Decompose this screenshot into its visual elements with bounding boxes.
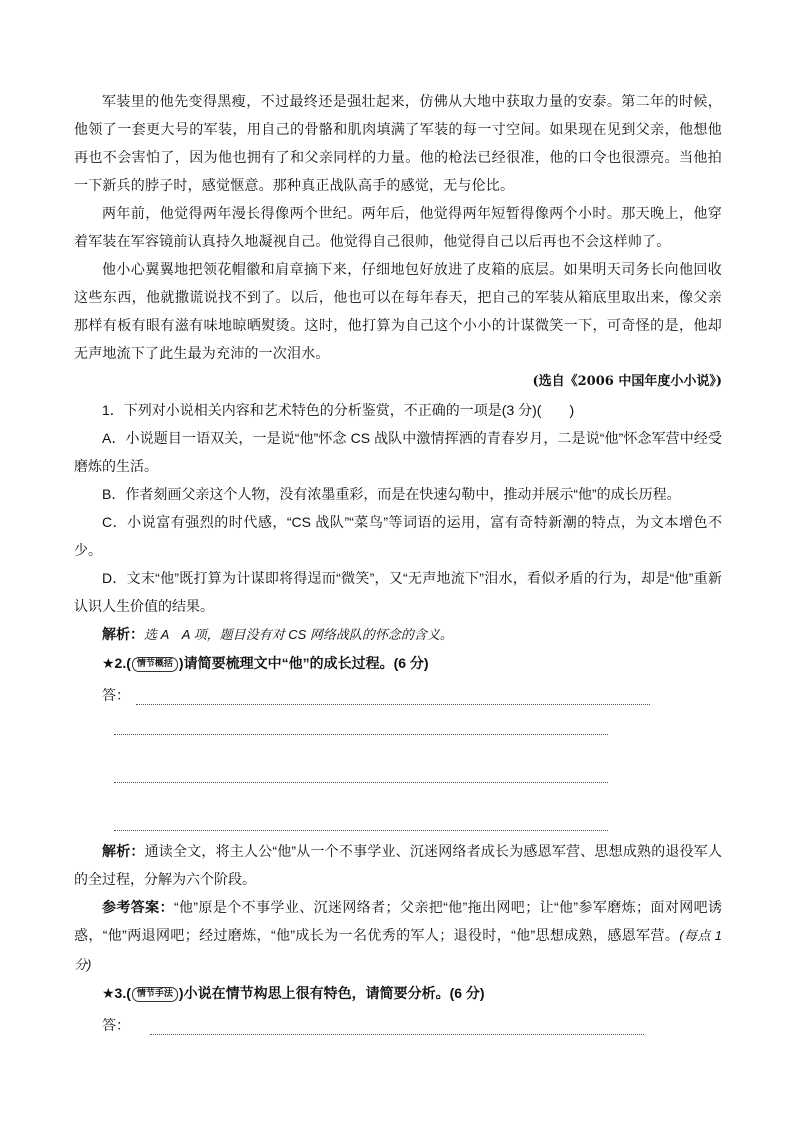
question-1-stem: 1．下列对小说相关内容和艺术特色的分析鉴赏，不正确的一项是(3 分)( ) <box>102 402 575 418</box>
question-1-option-b: B．作者刻画父亲这个人物，没有浓墨重彩，而是在快速勾勒中，推动并展示“他”的成长历程。 <box>102 486 681 502</box>
question-3-stem: ★3.( 情节手法 )小说在情节构思上很有特色，请简要分析。(6 分) <box>102 985 485 1001</box>
question-2-stem: ★2.( 情节概括 )请简要梳理文中“他”的成长过程。(6 分) <box>102 655 429 671</box>
question-1-option-c: C．小说富有强烈的时代感，“CS 战队”“菜鸟”等词语的运用，富有奇特新潮的特点，为文本增色不少。 <box>74 514 722 558</box>
answer-label: 答： <box>102 687 130 703</box>
reference-label: 参考答案： <box>102 899 174 915</box>
question-2-analysis <box>74 837 722 893</box>
question-3-text: 小说在情节构思上很有特色，请简要分析。(6 分) <box>183 985 485 1001</box>
question-1-option-d: D．文末“他”既打算为计谋即将得逞而“微笑”，又“无声地流下”泪水，看似矛盾的行为，却是“他”重新认识人生价值的结果。 <box>74 570 722 614</box>
question-2-tag: 情节概括 <box>132 657 178 672</box>
analysis-text: 通读全文，将主人公“他”从一个不事学业、沉迷网络者成长为感恩军营、思想成熟的退役军人的全过程，分解为六个阶段。 <box>74 843 722 887</box>
story-paragraph-2: 两年前，他觉得两年漫长得像两个世纪。两年后，他觉得两年短暂得像两个小时。那天晚上，他穿着军装在军容镜前认真持久地凝视自己。他觉得自己很帅，他觉得自己以后再也不会这样帅了。 <box>74 206 722 250</box>
question-2-reference <box>74 893 722 979</box>
question-2-text: 请简要梳理文中“他”的成长过程。(6 分) <box>183 655 429 671</box>
story-source: (选自《2006 中国年度小小说》) <box>532 374 722 389</box>
analysis-text: 选 A A 项，题目没有对 CS 网络战队的怀念的含义。 <box>144 627 453 642</box>
question-3-answer-row <box>74 1007 722 1035</box>
reference-text: “他”原是个不事学业、沉迷网络者；父亲把“他”拖出网吧；让“他”参军磨炼；面对网吧诱惑，“他”两退网吧；经过磨炼，“他”成长为一名优秀的军人；退役时，“他”思想成熟，感恩军营。 <box>74 899 722 943</box>
answer-line[interactable] <box>150 1024 644 1035</box>
score-note: (每点 1 分) <box>74 928 722 972</box>
story-paragraph-1: 军装里的他先变得黑瘦，不过最终还是强壮起来，仿佛从大地中获取力量的安泰。第二年的时候，他领了一套更大号的军装，用自己的骨骼和肌肉填满了军装的每一寸空间。如果现在见到父亲，他想他再也不会害怕了，因为他也拥有了和父亲同样的力量。他的枪法已经很准，他的口令也很漂亮。当他拍一下新兵的脖子时，感觉惬意。那种真正战队高手的感觉，无与伦比。 <box>74 94 722 194</box>
answer-label: 答： <box>102 1017 130 1033</box>
question-2-answer-row <box>74 677 722 705</box>
question-3-star: ★3. <box>102 985 127 1001</box>
question-1-analysis <box>74 620 722 649</box>
story-paragraph-3: 他小心翼翼地把领花帽徽和肩章摘下来，仔细地包好放进了皮箱的底层。如果明天司务长向他回收这些东西，他就撒谎说找不到了。以后，他也可以在每年春天，把自己的军装从箱底里取出来，像父亲那样有板有眼有滋有味地晾晒熨烫。这时，他打算为自己这个小小的计谋微笑一下，可奇怪的是，他却无声地流下了此生最为充沛的一次泪水。 <box>74 262 722 362</box>
question-1-option-a: A．小说题目一语双关，一是说“他”怀念 CS 战队中激情挥洒的青春岁月，二是说“他”怀念军营中经受磨炼的生活。 <box>74 430 722 474</box>
document-page <box>74 88 722 1035</box>
answer-line[interactable] <box>136 694 650 705</box>
question-2-star: ★2. <box>102 655 127 671</box>
question-3-tag: 情节手法 <box>132 987 178 1002</box>
analysis-label: 解析： <box>102 626 144 642</box>
analysis-label: 解析： <box>102 843 145 859</box>
